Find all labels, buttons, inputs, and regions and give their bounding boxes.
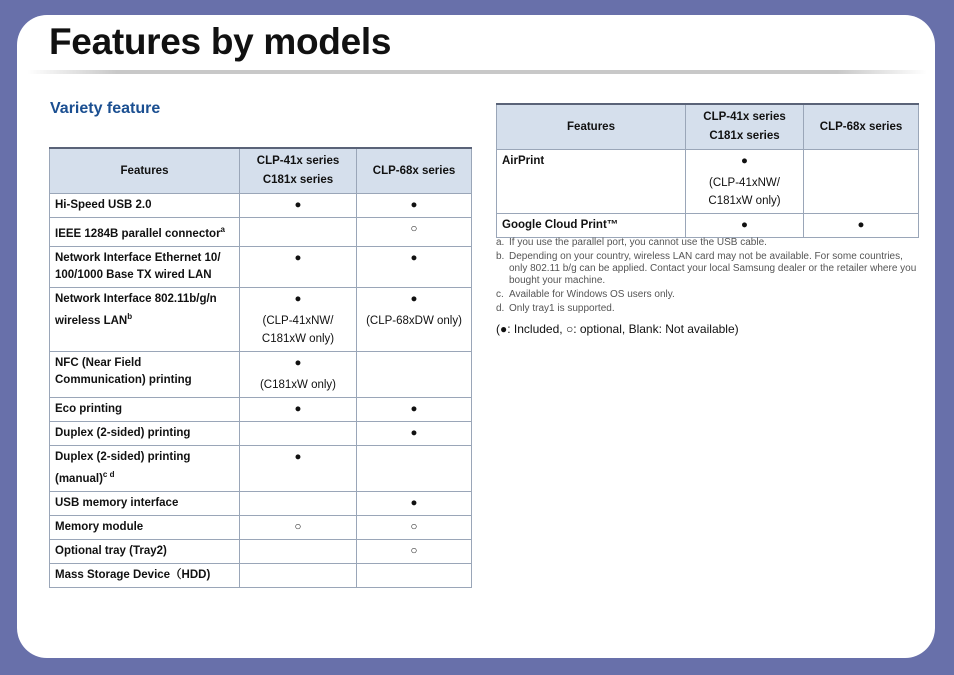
footnote-item (496, 237, 921, 249)
availability-mark: ● (410, 199, 418, 211)
availability-cell (240, 397, 357, 421)
feature-name-cell (50, 491, 240, 515)
availability-mark: ● (410, 426, 418, 439)
availability-cell (240, 194, 357, 218)
title-divider (27, 70, 927, 74)
feature-name: Memory module (55, 520, 144, 533)
footnote-text: Available for Windows OS users only. (509, 289, 675, 300)
availability-mark: ● (410, 402, 418, 415)
table-row (497, 214, 919, 238)
availability-cell (240, 491, 357, 515)
page-title: Features by models (49, 21, 392, 62)
availability-cell (357, 421, 472, 445)
column-header: CLP-68x series (357, 148, 472, 194)
feature-name-cell (497, 214, 686, 238)
feature-name-cell (50, 351, 240, 397)
legend: (●: Included, ○: optional, Blank: Not available) (496, 322, 739, 336)
availability-cell (240, 515, 357, 539)
availability-cell (357, 491, 472, 515)
availability-mark: ○ (294, 520, 302, 533)
availability-mark: ● (294, 356, 302, 369)
page (17, 15, 935, 658)
footnote-text: Depending on your country, wireless LAN card may not be available. For some countries, only 802.11 b/g can be applied. Contact your local Samsung dealer or the retailer where you bought your machine. (509, 251, 917, 286)
table-header-row (497, 104, 919, 150)
footnote-label: b. (496, 251, 505, 262)
availability-mark: ● (294, 450, 302, 463)
availability-mark: ● (410, 251, 418, 264)
feature-name: Duplex (2-sided) printing (manual) (55, 450, 191, 485)
features-table-left (49, 147, 472, 588)
footnote-ref: a (220, 225, 225, 234)
footnote-text: If you use the parallel port, you cannot use the USB cable. (509, 237, 767, 248)
footnote-ref: b (127, 311, 133, 321)
footnote-label: a. (496, 237, 505, 248)
column-header: CLP-41x series C181x series (686, 104, 804, 150)
feature-name-cell (50, 246, 240, 287)
availability-cell (804, 214, 919, 238)
footnote-ref: c d (102, 469, 115, 479)
availability-mark: ● (410, 292, 418, 305)
availability-mark: ○ (410, 520, 418, 533)
availability-note: (CLP-41xNW/ C181xW only) (708, 177, 781, 207)
table-row (50, 351, 472, 397)
footnotes (496, 237, 921, 317)
footnote-label: d. (496, 303, 505, 314)
feature-name: IEEE 1284B parallel connector (55, 227, 221, 240)
feature-name: Network Interface Ethernet 10/ 100/1000 Base TX wired LAN (55, 251, 221, 281)
availability-cell (686, 214, 804, 238)
availability-cell (357, 218, 472, 247)
availability-cell (357, 539, 472, 563)
column-header: CLP-68x series (804, 104, 919, 150)
availability-cell (686, 150, 804, 214)
availability-cell (240, 287, 357, 351)
feature-name-cell (50, 445, 240, 491)
features-table-right (496, 103, 919, 238)
feature-name-cell (50, 539, 240, 563)
feature-name: Network Interface 802.11b/g/n wireless LAN (55, 292, 217, 327)
section-title: Variety feature (50, 100, 161, 117)
table-row (50, 563, 472, 587)
table-row (50, 421, 472, 445)
feature-name-cell (50, 421, 240, 445)
availability-mark: ● (410, 496, 418, 509)
availability-mark: ● (741, 155, 748, 167)
availability-mark: ● (741, 219, 748, 231)
availability-cell (240, 351, 357, 397)
table-row (50, 539, 472, 563)
availability-note: (CLP-68xDW only) (366, 314, 462, 327)
availability-cell (357, 515, 472, 539)
column-header: Features (50, 148, 240, 194)
availability-cell (357, 397, 472, 421)
availability-note: (C181xW only) (259, 378, 337, 391)
feature-name-cell (50, 194, 240, 218)
availability-cell (240, 563, 357, 587)
feature-name-cell (497, 150, 686, 214)
feature-name: Eco printing (55, 402, 123, 415)
table-header-row (50, 148, 472, 194)
feature-name-cell (50, 515, 240, 539)
feature-name: USB memory interface (55, 496, 179, 509)
table-row (50, 218, 472, 247)
footnote-text: Only tray1 is supported. (509, 303, 615, 314)
column-header: CLP-41x series C181x series (240, 148, 357, 194)
table-row (497, 150, 919, 214)
availability-mark: ● (294, 402, 302, 415)
availability-cell (357, 246, 472, 287)
footnote-label: c. (496, 289, 504, 300)
availability-mark: ● (294, 251, 302, 264)
feature-name: Hi-Speed USB 2.0 (55, 199, 152, 211)
availability-cell (240, 539, 357, 563)
availability-cell (357, 563, 472, 587)
feature-name: NFC (Near Field Communication) printing (55, 356, 192, 386)
table-row (50, 194, 472, 218)
availability-mark: ● (294, 292, 302, 305)
availability-cell (357, 351, 472, 397)
feature-name-cell (50, 287, 240, 351)
availability-mark: ● (294, 199, 302, 211)
availability-mark: ○ (410, 544, 418, 557)
availability-cell (804, 150, 919, 214)
availability-cell (240, 218, 357, 247)
availability-cell (240, 246, 357, 287)
feature-name: Duplex (2-sided) printing (55, 426, 191, 439)
table-row (50, 397, 472, 421)
table-row (50, 515, 472, 539)
feature-name-cell (50, 563, 240, 587)
feature-name: Mass Storage Device（HDD) (55, 568, 211, 581)
availability-mark: ● (857, 219, 865, 231)
feature-name: Optional tray (Tray2) (55, 544, 167, 557)
feature-name: AirPrint (502, 155, 545, 167)
footnote-item (496, 289, 921, 301)
feature-name-cell (50, 397, 240, 421)
availability-cell (357, 287, 472, 351)
feature-name-cell (50, 218, 240, 247)
availability-cell (357, 194, 472, 218)
table-row (50, 287, 472, 351)
availability-mark: ○ (410, 223, 418, 235)
feature-name: Google Cloud Print™ (502, 219, 619, 231)
availability-cell (240, 421, 357, 445)
availability-note: (CLP-41xNW/ C181xW only) (261, 314, 335, 345)
table-row (50, 445, 472, 491)
footnote-item (496, 303, 921, 315)
table-row (50, 491, 472, 515)
footnote-item (496, 251, 921, 287)
column-header: Features (497, 104, 686, 150)
availability-cell (357, 445, 472, 491)
table-row (50, 246, 472, 287)
availability-cell (240, 445, 357, 491)
